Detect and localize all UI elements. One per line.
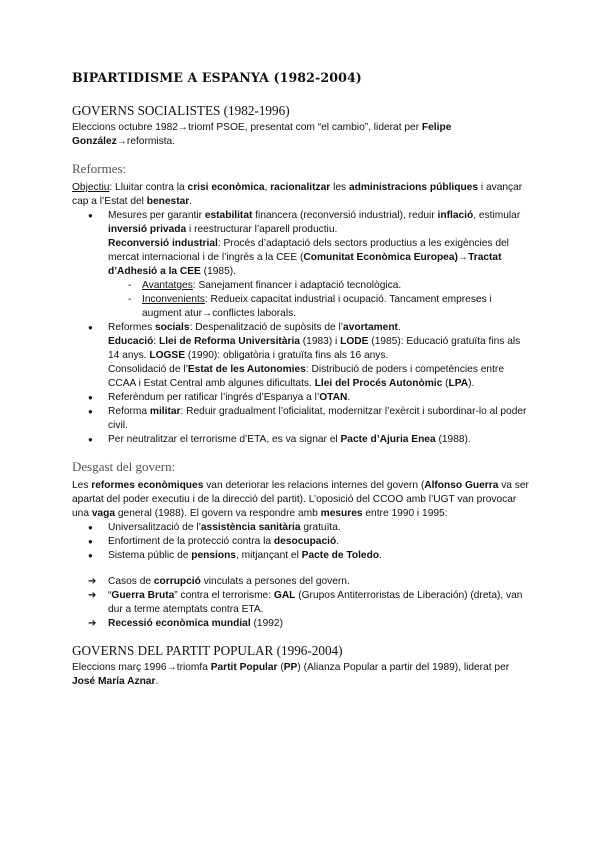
list-item: ● Enfortiment de la protecció contra la desocupació.: [72, 535, 534, 549]
mesures-list: [72, 521, 534, 563]
list-item: ● Reformes socials: Despenalització de supòsits de l’avortament. Educació: Llei de Reforma Universitària (1983) i LODE (1985): Educació gratuïta fins als 14 anys. LOGSE (1990): obligatòria i gratuïta fins als 16 anys. Consolidació de l’Estat de les Autonomies: Distribució de poders i competències entre CCAA i Estat Central amb algunes dificultats. Llei del Procés Autonòmic (LPA).: [72, 321, 534, 391]
list-item: ● Universalització de l’assistència sanitària gratuïta.: [72, 521, 534, 535]
list-item: ➔ Casos de corrupció vinculats a persones del govern.: [72, 575, 534, 589]
section-heading-socialistes: GOVERNS SOCIALISTES (1982-1996): [72, 103, 290, 118]
list-item: ● Referèndum per ratificar l’ingrés d’Espanya a l’OTAN.: [72, 391, 534, 405]
list-item: - Inconvenients: Redueix capacitat industrial i ocupació. Tancament empreses i augment atur→conflictes laborals.: [72, 293, 534, 321]
pp-paragraph: Eleccions març 1996→triomfa Partit Popular (PP) (Alianza Popular a partir del 1989), liderat per José María Aznar.: [72, 662, 510, 687]
reconversio-sublist: [72, 279, 534, 321]
section-heading-pp: GOVERNS DEL PARTIT POPULAR (1996-2004): [72, 643, 343, 658]
list-item: - Avantatges: Sanejament financer i adaptació tecnològica.: [72, 279, 534, 293]
objective-paragraph: Objectiu: Lluitar contra la crisi econòmica, racionalitzar les administracions públiques i avançar cap a l’Estat del benestar.: [72, 182, 523, 207]
document-title: BIPARTIDISME A ESPANYA (1982-2004): [72, 70, 362, 85]
intro-paragraph: Eleccions octubre 1982→triomf PSOE, presentat com “el cambio”, liderat per Felipe González→reformista.: [72, 122, 452, 147]
list-item: ➔ “Guerra Bruta” contra el terrorisme: GAL (Grupos Antiterroristas de Liberación) (dreta), van dur a terme atemptats contra ETA.: [72, 589, 534, 617]
list-item: ● Reforma militar: Reduir gradualment l’oficialitat, modernitzar l’exèrcit i subordinar-lo al poder civil.: [72, 405, 534, 433]
reconversio-paragraph: Reconversió industrial: Procés d’adaptació dels sectors productius a les exigències del mercat internacional i de l’ingrés a la CEE (Comunitat Econòmica Europea)→Tractat d’Adhesió a la CEE (1985).: [108, 238, 509, 277]
autonomies-paragraph: Consolidació de l’Estat de les Autonomies: Distribució de poders i competències entre CCAA i Estat Central amb algunes dificultats. Llei del Procés Autonòmic (LPA).: [108, 364, 504, 389]
list-item: ● Per neutralitzar el terrorisme d’ETA, es va signar el Pacte d’Ajuria Enea (1988).: [72, 433, 534, 447]
reformes-list: [72, 209, 534, 279]
educacio-paragraph: Educació: Llei de Reforma Universitària (1983) i LODE (1985): Educació gratuïta fins als 14 anys. LOGSE (1990): obligatòria i gratuïta fins als 16 anys.: [108, 336, 521, 361]
subheading-desgast: Desgast del govern:: [72, 459, 176, 474]
causes-list: [72, 575, 534, 631]
list-item: ➔ Recessió econòmica mundial (1992): [72, 617, 534, 631]
list-item: ● Sistema públic de pensions, mitjançant el Pacte de Toledo.: [72, 549, 534, 563]
document-page: [72, 60, 534, 689]
list-item: ● Mesures per garantir estabilitat financera (reconversió industrial), reduir inflació, estimular inversió privada i reestructurar l’aparell productiu. Reconversió industrial: Procés d’adaptació dels sectors productius a les exigències del mercat internacional i de l’ingrés a la CEE (Comunitat Econòmica Europea)→Tractat d’Adhesió a la CEE (1985).: [72, 209, 534, 279]
subheading-reformes: Reformes:: [72, 161, 127, 176]
reformes-list-2: [72, 321, 534, 447]
desgast-paragraph: Les reformes econòmiques van deteriorar les relacions internes del govern (Alfonso Guerra va ser apartat del poder executiu i de la direcció del partit). L’oposició del CCOO amb l’UGT van provocar una vaga general (1988). El govern va respondre amb mesures entre 1990 i 1995:: [72, 480, 529, 519]
